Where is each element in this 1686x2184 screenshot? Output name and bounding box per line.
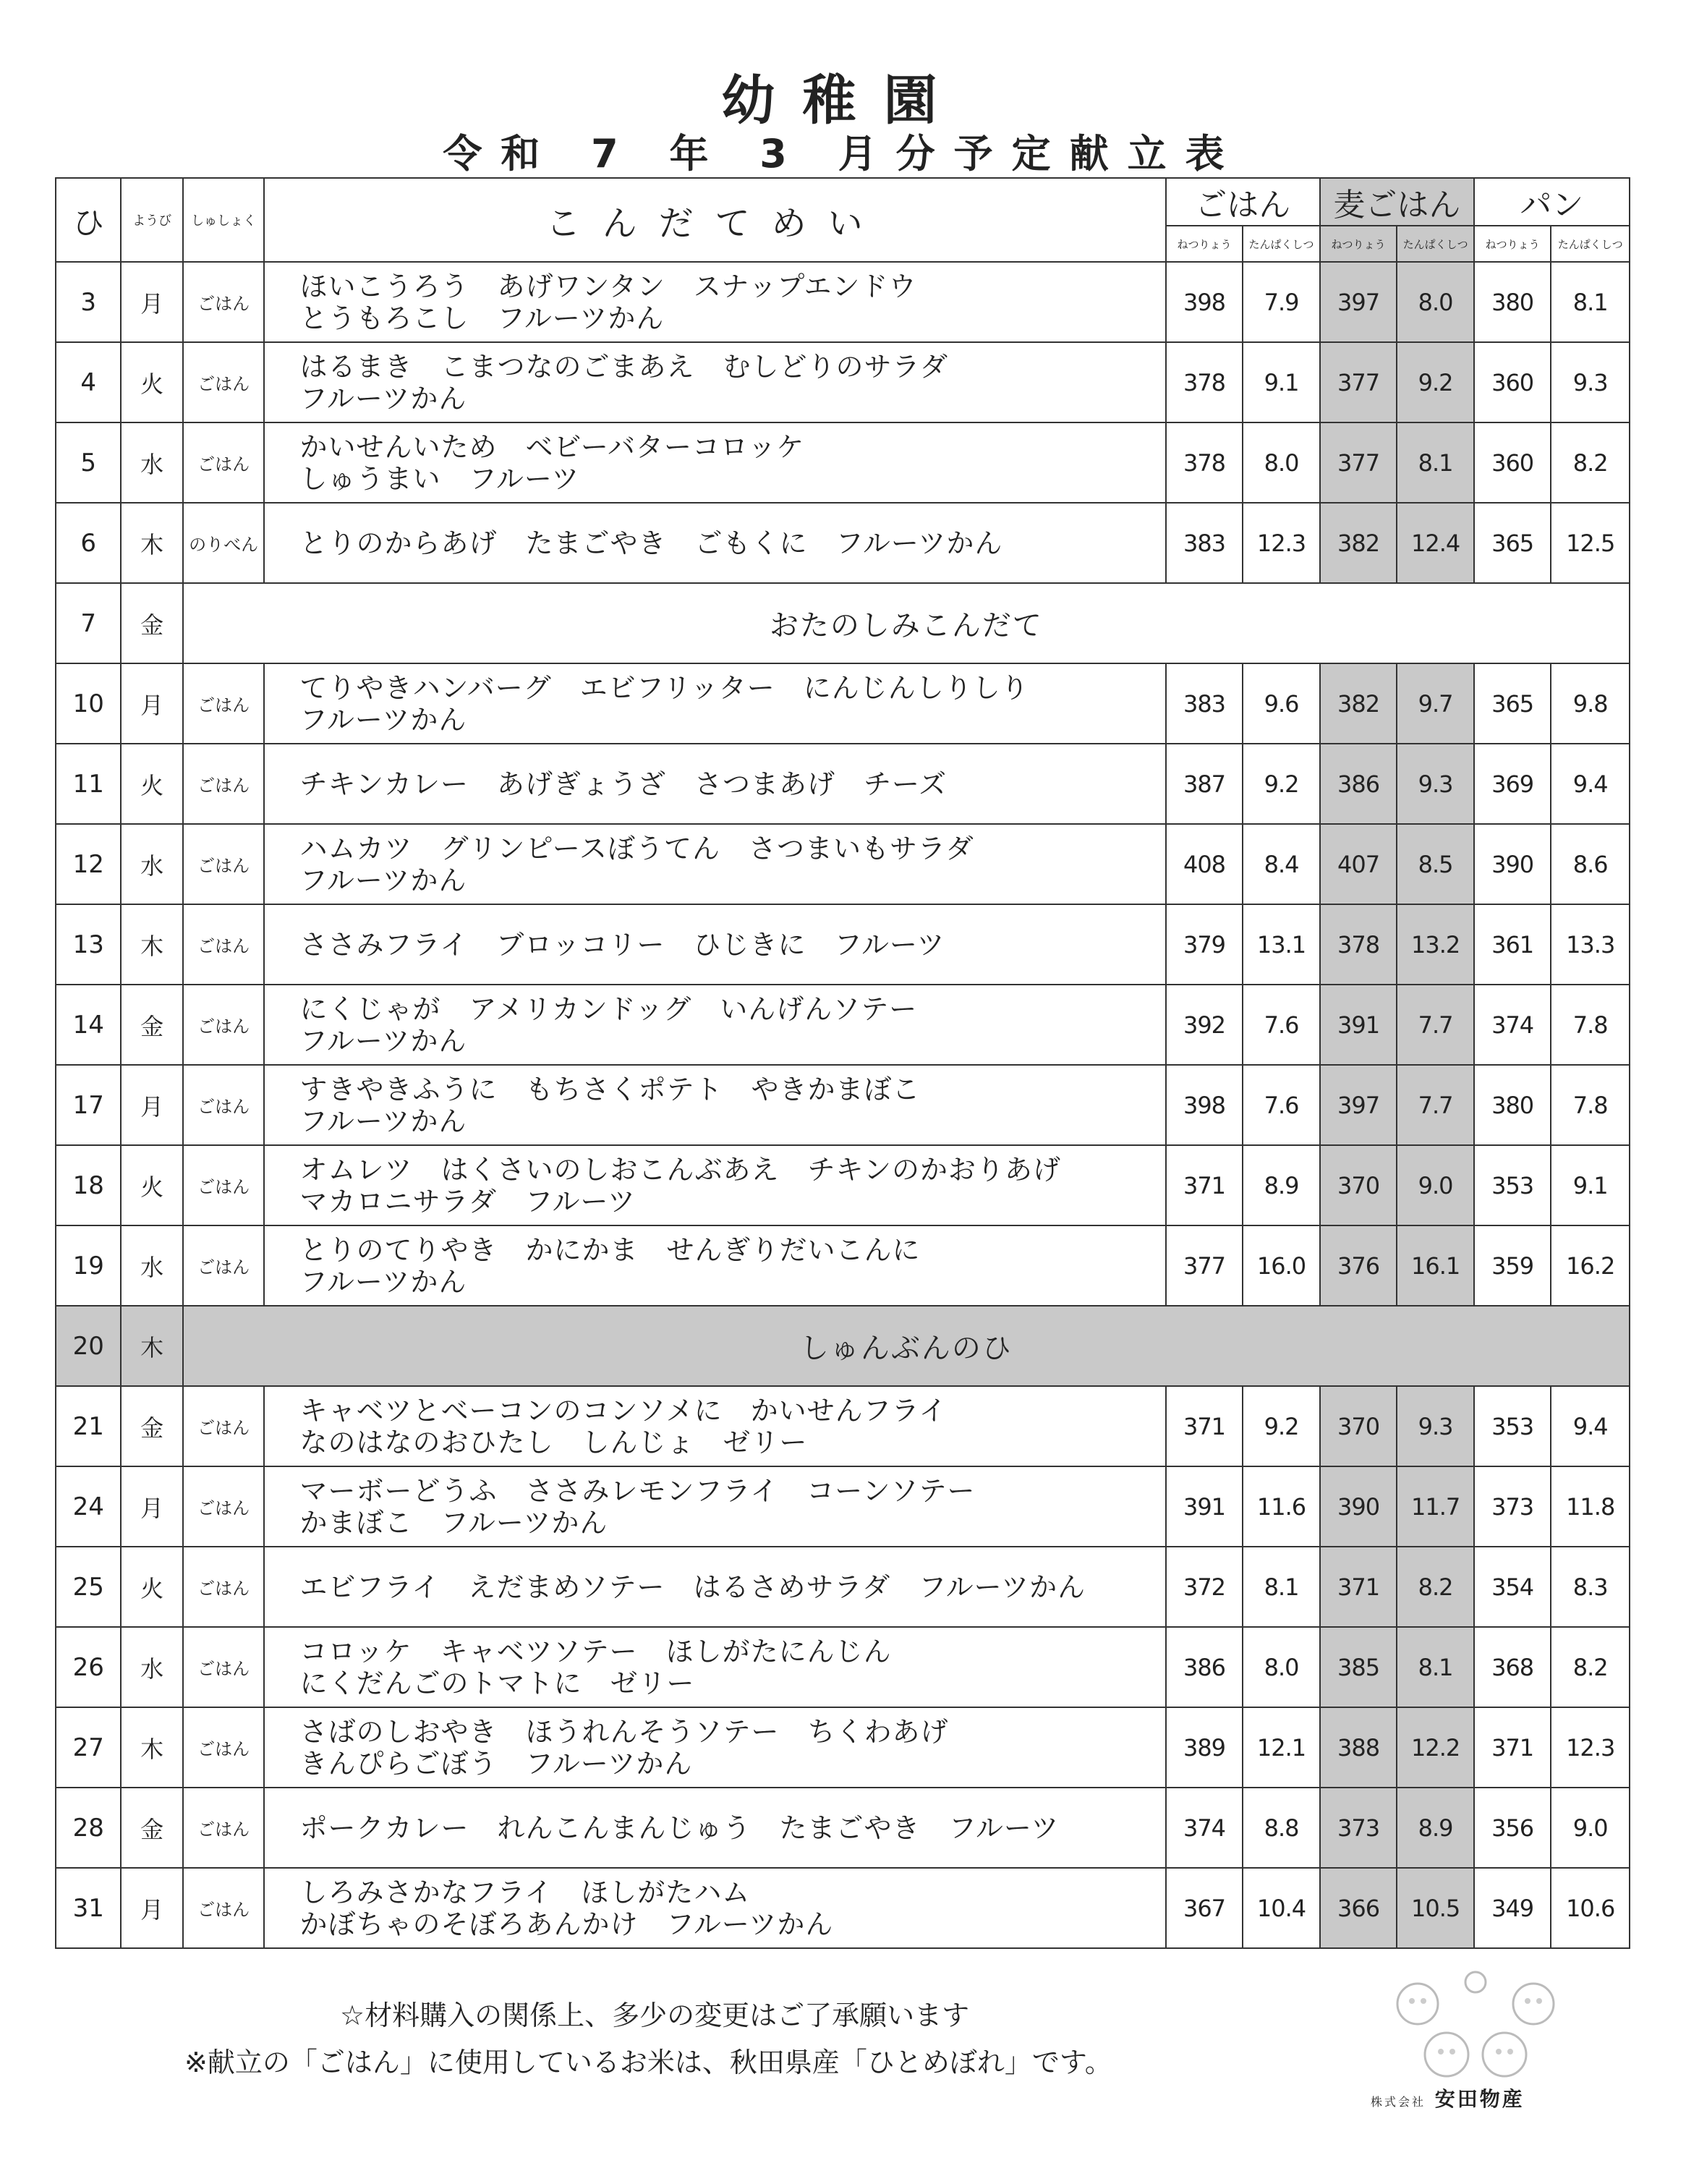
bread-energy-cell: 360 (1474, 422, 1551, 503)
barley-protein-cell: 8.1 (1397, 422, 1474, 503)
header-group-barley-rice: 麦ごはん (1320, 178, 1474, 226)
menu-line: てりやきハンバーグ エビフリッター にんじんしりしり (299, 671, 1029, 704)
header-protein: たんぱくしつ (1551, 226, 1630, 262)
barley-protein-cell: 12.2 (1397, 1707, 1474, 1788)
barley-protein-cell: 11.7 (1397, 1466, 1474, 1547)
header-staple: しゅしょく (183, 178, 265, 262)
rice-energy-cell: 386 (1166, 1627, 1243, 1707)
bread-protein-cell: 13.3 (1551, 904, 1630, 985)
weekday-cell: 木 (121, 1707, 182, 1788)
day-cell: 12 (56, 824, 121, 904)
bread-protein-cell: 10.6 (1551, 1868, 1630, 1948)
staple-cell: ごはん (183, 342, 265, 422)
table-row (56, 1788, 1630, 1868)
staple-cell: ごはん (183, 985, 265, 1065)
day-cell: 25 (56, 1547, 121, 1627)
weekday-cell: 火 (121, 342, 182, 422)
company-prefix: 株式会社 (1371, 2095, 1426, 2109)
staple-cell: ごはん (183, 262, 265, 342)
table-row (56, 1386, 1630, 1466)
menu-line: フルーツかん (299, 1024, 467, 1057)
rice-energy-cell: 377 (1166, 1225, 1243, 1306)
bread-protein-cell: 8.2 (1551, 1627, 1630, 1707)
menu-line: にくだんごのトマトに ゼリー (299, 1667, 695, 1699)
day-cell: 4 (56, 342, 121, 422)
menu-line: しゅうまい フルーツ (299, 462, 580, 495)
weekday-cell: 火 (121, 744, 182, 824)
day-cell: 21 (56, 1386, 121, 1466)
staple-cell: ごはん (183, 744, 265, 824)
weekday-cell: 火 (121, 1145, 182, 1225)
day-cell: 27 (56, 1707, 121, 1788)
barley-protein-cell: 8.0 (1397, 262, 1474, 342)
table-row (56, 663, 1630, 744)
barley-protein-cell: 12.4 (1397, 503, 1474, 583)
table-row (56, 1868, 1630, 1948)
table-row (56, 1145, 1630, 1225)
barley-protein-cell: 8.5 (1397, 824, 1474, 904)
menu-cell (264, 1145, 1165, 1225)
bread-protein-cell: 12.5 (1551, 503, 1630, 583)
rice-energy-cell: 383 (1166, 663, 1243, 744)
day-cell: 14 (56, 985, 121, 1065)
header-energy: ねつりょう (1166, 226, 1243, 262)
barley-energy-cell: 397 (1320, 1065, 1397, 1145)
bread-energy-cell: 390 (1474, 824, 1551, 904)
barley-energy-cell: 371 (1320, 1547, 1397, 1627)
barley-energy-cell: 397 (1320, 262, 1397, 342)
menu-cell (264, 1065, 1165, 1145)
weekday-cell: 金 (121, 1386, 182, 1466)
rice-protein-cell: 11.6 (1243, 1466, 1320, 1547)
menu-line: にくじゃが アメリカンドッグ いんげんソテー (299, 993, 918, 1025)
barley-protein-cell: 9.3 (1397, 1386, 1474, 1466)
rice-protein-cell: 12.1 (1243, 1707, 1320, 1788)
day-cell: 17 (56, 1065, 121, 1145)
bread-protein-cell: 8.2 (1551, 422, 1630, 503)
bread-protein-cell: 9.8 (1551, 663, 1630, 744)
bread-energy-cell: 356 (1474, 1788, 1551, 1868)
day-cell: 31 (56, 1868, 121, 1948)
page-title: 幼稚園 (721, 69, 965, 132)
bread-protein-cell: 16.2 (1551, 1225, 1630, 1306)
menu-cell (264, 824, 1165, 904)
menu-line: かぼちゃのそぼろあんかけ フルーツかん (299, 1908, 834, 1940)
staple-cell: ごはん (183, 1225, 265, 1306)
menu-line: とりのからあげ たまごやき ごもくに フルーツかん (299, 527, 1003, 559)
day-cell: 3 (56, 262, 121, 342)
weekday-cell: 水 (121, 1225, 182, 1306)
company-logo (1371, 2083, 1525, 2112)
bread-energy-cell: 361 (1474, 904, 1551, 985)
table-row (56, 1065, 1630, 1145)
footer-note-changes: ☆材料購入の関係上、多少の変更はご了承願います (340, 2000, 970, 2031)
barley-protein-cell: 9.2 (1397, 342, 1474, 422)
bread-protein-cell: 7.8 (1551, 985, 1630, 1065)
rice-protein-cell: 13.1 (1243, 904, 1320, 985)
menu-cell (264, 422, 1165, 503)
rice-energy-cell: 398 (1166, 262, 1243, 342)
barley-energy-cell: 382 (1320, 503, 1397, 583)
bread-energy-cell: 373 (1474, 1466, 1551, 1547)
bread-protein-cell: 9.1 (1551, 1145, 1630, 1225)
weekday-cell: 月 (121, 1466, 182, 1547)
barley-energy-cell: 385 (1320, 1627, 1397, 1707)
rice-protein-cell: 8.1 (1243, 1547, 1320, 1627)
rice-protein-cell: 7.9 (1243, 262, 1320, 342)
staple-cell: ごはん (183, 1707, 265, 1788)
staple-cell: ごはん (183, 904, 265, 985)
weekday-cell: 火 (121, 1547, 182, 1627)
menu-line: ポークカレー れんこんまんじゅう たまごやき フルーツ (299, 1811, 1060, 1844)
staple-cell: ごはん (183, 1466, 265, 1547)
menu-cell (264, 1627, 1165, 1707)
menu-cell (264, 1868, 1165, 1948)
bread-energy-cell: 349 (1474, 1868, 1551, 1948)
menu-cell (264, 503, 1165, 583)
bread-energy-cell: 368 (1474, 1627, 1551, 1707)
rice-energy-cell: 374 (1166, 1788, 1243, 1868)
barley-protein-cell: 9.3 (1397, 744, 1474, 824)
bread-protein-cell: 7.8 (1551, 1065, 1630, 1145)
menu-line: きんぴらごぼう フルーツかん (299, 1747, 693, 1780)
bread-protein-cell: 11.8 (1551, 1466, 1630, 1547)
rice-protein-cell: 9.2 (1243, 744, 1320, 824)
staple-cell: ごはん (183, 1868, 265, 1948)
bread-energy-cell: 369 (1474, 744, 1551, 824)
rice-protein-cell: 9.2 (1243, 1386, 1320, 1466)
menu-line: チキンカレー あげぎょうざ さつまあげ チーズ (299, 768, 948, 800)
barley-energy-cell: 370 (1320, 1145, 1397, 1225)
table-row (56, 985, 1630, 1065)
company-name: 安田物産 (1434, 2087, 1525, 2111)
menu-line: オムレツ はくさいのしおこんぶあえ チキンのかおりあげ (299, 1153, 1062, 1186)
barley-protein-cell: 16.1 (1397, 1225, 1474, 1306)
table-row (56, 904, 1630, 985)
rice-protein-cell: 8.0 (1243, 422, 1320, 503)
menu-line: とうもろこし フルーツかん (299, 302, 665, 334)
menu-line: かまぼこ フルーツかん (299, 1506, 608, 1539)
staple-cell: ごはん (183, 824, 265, 904)
weekday-cell: 水 (121, 422, 182, 503)
table-row (56, 262, 1630, 342)
staple-cell: ごはん (183, 1627, 265, 1707)
day-cell: 28 (56, 1788, 121, 1868)
header-protein: たんぱくしつ (1243, 226, 1320, 262)
weekday-cell: 木 (121, 904, 182, 985)
rice-protein-cell: 8.9 (1243, 1145, 1320, 1225)
menu-cell (264, 1466, 1165, 1547)
staple-cell: ごはん (183, 1145, 265, 1225)
barley-energy-cell: 377 (1320, 342, 1397, 422)
day-cell: 20 (56, 1306, 121, 1386)
menu-cell (264, 904, 1165, 985)
menu-line: はるまき こまつなのごまあえ むしどりのサラダ (299, 350, 949, 383)
footer-note-rice: ※献立の「ごはん」に使用しているお米は、秋田県産「ひとめぼれ」です。 (184, 2047, 1112, 2078)
menu-line: すきやきふうに もちさくポテト やきかまぼこ (299, 1073, 921, 1105)
barley-energy-cell: 373 (1320, 1788, 1397, 1868)
table-row (56, 1707, 1630, 1788)
day-cell: 5 (56, 422, 121, 503)
barley-energy-cell: 390 (1320, 1466, 1397, 1547)
menu-line: しろみさかなフライ ほしがたハム (299, 1876, 751, 1908)
weekday-cell: 木 (121, 1306, 182, 1386)
menu-line: フルーツかん (299, 703, 467, 736)
rice-protein-cell: 8.4 (1243, 824, 1320, 904)
rice-protein-cell: 16.0 (1243, 1225, 1320, 1306)
menu-line: フルーツかん (299, 1265, 467, 1298)
barley-energy-cell: 386 (1320, 744, 1397, 824)
barley-energy-cell: 407 (1320, 824, 1397, 904)
weekday-cell: 月 (121, 1065, 182, 1145)
weekday-cell: 木 (121, 503, 182, 583)
weekday-cell: 月 (121, 262, 182, 342)
header-group-rice: ごはん (1166, 178, 1320, 226)
barley-protein-cell: 8.1 (1397, 1627, 1474, 1707)
bread-energy-cell: 365 (1474, 663, 1551, 744)
menu-cell (264, 985, 1165, 1065)
bread-protein-cell: 8.1 (1551, 262, 1630, 342)
header-energy: ねつりょう (1320, 226, 1397, 262)
table-row (56, 422, 1630, 503)
staple-cell: ごはん (183, 422, 265, 503)
barley-protein-cell: 10.5 (1397, 1868, 1474, 1948)
rice-energy-cell: 392 (1166, 985, 1243, 1065)
barley-energy-cell: 370 (1320, 1386, 1397, 1466)
menu-line: コロッケ キャベツソテー ほしがたにんじん (299, 1635, 892, 1667)
bread-energy-cell: 354 (1474, 1547, 1551, 1627)
rice-energy-cell: 371 (1166, 1145, 1243, 1225)
barley-protein-cell: 7.7 (1397, 1065, 1474, 1145)
staple-cell: ごはん (183, 1547, 265, 1627)
rice-energy-cell: 371 (1166, 1386, 1243, 1466)
staple-cell: ごはん (183, 663, 265, 744)
rice-energy-cell: 379 (1166, 904, 1243, 985)
rice-energy-cell: 391 (1166, 1466, 1243, 1547)
table-row (56, 1466, 1630, 1547)
barley-protein-cell: 9.0 (1397, 1145, 1474, 1225)
rice-protein-cell: 9.6 (1243, 663, 1320, 744)
menu-cell (264, 1788, 1165, 1868)
day-cell: 18 (56, 1145, 121, 1225)
rice-protein-cell: 8.0 (1243, 1627, 1320, 1707)
bread-energy-cell: 374 (1474, 985, 1551, 1065)
weekday-cell: 金 (121, 583, 182, 663)
header-group-bread: パン (1474, 178, 1630, 226)
menu-cell (264, 744, 1165, 824)
table-row (56, 342, 1630, 422)
barley-energy-cell: 388 (1320, 1707, 1397, 1788)
weekday-cell: 金 (121, 985, 182, 1065)
menu-line: フルーツかん (299, 382, 467, 415)
bread-energy-cell: 359 (1474, 1225, 1551, 1306)
bread-energy-cell: 380 (1474, 262, 1551, 342)
staple-cell: のりべん (183, 503, 265, 583)
barley-energy-cell: 378 (1320, 904, 1397, 985)
rice-energy-cell: 408 (1166, 824, 1243, 904)
rice-energy-cell: 398 (1166, 1065, 1243, 1145)
barley-energy-cell: 391 (1320, 985, 1397, 1065)
bread-protein-cell: 9.4 (1551, 744, 1630, 824)
table-row (56, 1547, 1630, 1627)
staple-cell: ごはん (183, 1065, 265, 1145)
menu-cell (264, 1547, 1165, 1627)
rice-energy-cell: 387 (1166, 744, 1243, 824)
menu-line: ほいこうろう あげワンタン スナップエンドウ (299, 270, 917, 302)
menu-line: とりのてりやき かにかま せんぎりだいこんに (299, 1233, 921, 1266)
header-weekday: ようび (121, 178, 182, 262)
page-subtitle: 令和 7 年 3 月分予定献立表 (443, 131, 1243, 177)
bread-protein-cell: 9.3 (1551, 342, 1630, 422)
menu-line: フルーツかん (299, 1105, 467, 1137)
event-cell: しゅんぶんのひ (183, 1306, 1630, 1386)
barley-energy-cell: 377 (1320, 422, 1397, 503)
table-row (56, 824, 1630, 904)
rice-energy-cell: 372 (1166, 1547, 1243, 1627)
menu-cell (264, 663, 1165, 744)
barley-protein-cell: 8.9 (1397, 1788, 1474, 1868)
mascot-logo-icon (1360, 1953, 1591, 2105)
weekday-cell: 月 (121, 1868, 182, 1948)
day-cell: 7 (56, 583, 121, 663)
weekday-cell: 月 (121, 663, 182, 744)
rice-energy-cell: 389 (1166, 1707, 1243, 1788)
bread-protein-cell: 8.3 (1551, 1547, 1630, 1627)
day-cell: 26 (56, 1627, 121, 1707)
bread-energy-cell: 371 (1474, 1707, 1551, 1788)
bread-energy-cell: 353 (1474, 1145, 1551, 1225)
menu-line: ささみフライ ブロッコリー ひじきに フルーツ (299, 928, 945, 961)
staple-cell: ごはん (183, 1788, 265, 1868)
weekday-cell: 水 (121, 1627, 182, 1707)
table-row (56, 583, 1630, 663)
weekday-cell: 水 (121, 824, 182, 904)
day-cell: 11 (56, 744, 121, 824)
menu-cell (264, 1225, 1165, 1306)
day-cell: 19 (56, 1225, 121, 1306)
bread-energy-cell: 380 (1474, 1065, 1551, 1145)
menu-table (55, 177, 1630, 1949)
rice-energy-cell: 378 (1166, 422, 1243, 503)
barley-energy-cell: 366 (1320, 1868, 1397, 1948)
rice-energy-cell: 367 (1166, 1868, 1243, 1948)
rice-protein-cell: 7.6 (1243, 1065, 1320, 1145)
menu-line: さばのしおやき ほうれんそうソテー ちくわあげ (299, 1715, 949, 1748)
barley-protein-cell: 7.7 (1397, 985, 1474, 1065)
bread-energy-cell: 360 (1474, 342, 1551, 422)
menu-line: かいせんいため ベビーバターコロッケ (299, 430, 805, 463)
menu-line: マカロニサラダ フルーツ (299, 1185, 636, 1218)
menu-cell (264, 342, 1165, 422)
bread-protein-cell: 9.4 (1551, 1386, 1630, 1466)
header-menu: こんだてめい (264, 178, 1165, 262)
menu-line: ハムカツ グリンピースぼうてん さつまいもサラダ (299, 832, 974, 864)
barley-energy-cell: 376 (1320, 1225, 1397, 1306)
bread-protein-cell: 9.0 (1551, 1788, 1630, 1868)
barley-protein-cell: 13.2 (1397, 904, 1474, 985)
table-row (56, 1306, 1630, 1386)
bread-energy-cell: 365 (1474, 503, 1551, 583)
rice-protein-cell: 9.1 (1243, 342, 1320, 422)
menu-cell (264, 1386, 1165, 1466)
day-cell: 13 (56, 904, 121, 985)
rice-energy-cell: 383 (1166, 503, 1243, 583)
day-cell: 10 (56, 663, 121, 744)
barley-protein-cell: 9.7 (1397, 663, 1474, 744)
rice-protein-cell: 7.6 (1243, 985, 1320, 1065)
rice-protein-cell: 12.3 (1243, 503, 1320, 583)
menu-line: フルーツかん (299, 864, 467, 896)
menu-cell (264, 1707, 1165, 1788)
table-row (56, 1225, 1630, 1306)
rice-protein-cell: 8.8 (1243, 1788, 1320, 1868)
header-day: ひ (56, 178, 121, 262)
day-cell: 6 (56, 503, 121, 583)
barley-energy-cell: 382 (1320, 663, 1397, 744)
header-protein: たんぱくしつ (1397, 226, 1474, 262)
menu-line: なのはなのおひたし しんじょ ゼリー (299, 1426, 808, 1458)
rice-protein-cell: 10.4 (1243, 1868, 1320, 1948)
event-cell: おたのしみこんだて (183, 583, 1630, 663)
weekday-cell: 金 (121, 1788, 182, 1868)
bread-energy-cell: 353 (1474, 1386, 1551, 1466)
menu-line: エビフライ えだまめソテー はるさめサラダ フルーツかん (299, 1571, 1086, 1603)
menu-cell (264, 262, 1165, 342)
barley-protein-cell: 8.2 (1397, 1547, 1474, 1627)
table-row (56, 744, 1630, 824)
table-row (56, 1627, 1630, 1707)
staple-cell: ごはん (183, 1386, 265, 1466)
day-cell: 24 (56, 1466, 121, 1547)
bread-protein-cell: 8.6 (1551, 824, 1630, 904)
table-row (56, 503, 1630, 583)
bread-protein-cell: 12.3 (1551, 1707, 1630, 1788)
rice-energy-cell: 378 (1166, 342, 1243, 422)
menu-line: キャベツとベーコンのコンソメに かいせんフライ (299, 1394, 948, 1427)
menu-line: マーボーどうふ ささみレモンフライ コーンソテー (299, 1474, 976, 1507)
header-energy: ねつりょう (1474, 226, 1551, 262)
